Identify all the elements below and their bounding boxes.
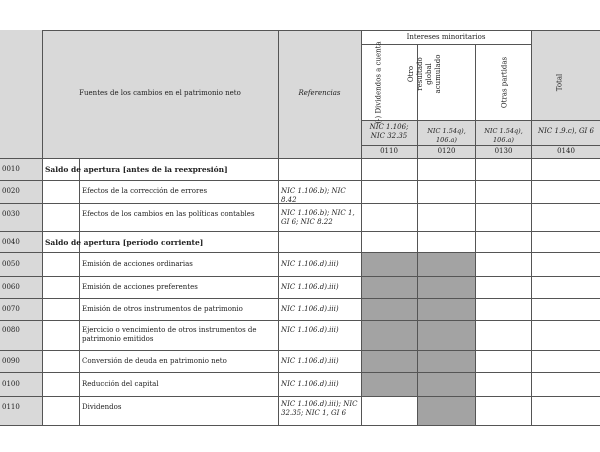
vline [417, 44, 418, 426]
row-label: Conversión de deuda en patrimonio neto [82, 357, 227, 365]
code-col-otro-resultado: 0120 [437, 147, 456, 155]
hline [0, 252, 600, 253]
row-ref: NIC 1.106.b); NIC 8.42 [281, 187, 346, 204]
ref-otro-resultado: NIC 1.54q), 106.a) [427, 127, 466, 144]
row-code: 0060 [2, 283, 20, 291]
row-label: Saldo de apertura [antes de la reexpresión] [45, 165, 228, 174]
row-code: 0040 [2, 238, 20, 246]
header-col-total: Total [555, 73, 564, 92]
shaded-cell-0110-0120 [418, 396, 475, 426]
row-label: Saldo de apertura [período corriente] [45, 238, 204, 247]
header-col-otro-resultado: Otro resultado global acumulado [407, 54, 442, 94]
hline [0, 350, 600, 351]
row-code: 0080 [2, 326, 20, 334]
row-code: 0010 [2, 165, 20, 173]
vline [531, 30, 532, 426]
hline [361, 44, 531, 45]
code-col-dividendos: 0110 [380, 147, 398, 155]
vline [361, 30, 362, 426]
row-label: Efectos de los cambios en las políticas contables [82, 210, 255, 218]
row-ref: NIC 1.106.d).iii) [281, 380, 339, 388]
row-ref: NIC 1.106.b); NIC 1, GI 6; NIC 8.22 [281, 209, 355, 226]
header-intereses: Intereses minoritarios [406, 33, 486, 41]
row-code: 0050 [2, 260, 20, 268]
shaded-cells-col-0110 [361, 252, 417, 396]
hline [361, 145, 600, 146]
row-code: 0100 [2, 380, 20, 388]
header-col-dividendos: (-) Dividendos a cuenta [374, 41, 383, 124]
hline [0, 396, 600, 397]
code-col-total: 0140 [557, 147, 575, 155]
header-referencias: Referencias [298, 89, 341, 97]
ref-otras-partidas: NIC 1.54q), 106.a) [484, 127, 523, 144]
header-fuentes: Fuentes de los cambios en el patrimonio neto [79, 89, 241, 97]
hline [0, 320, 600, 321]
row-code: 0070 [2, 305, 20, 313]
row-ref: NIC 1.106.d).iii) [281, 283, 339, 291]
row-label: Efectos de la corrección de errores [82, 187, 208, 195]
row-label: Ejercicio o vencimiento de otros instrumentos de patrimonio emitidos [82, 326, 257, 343]
hline [0, 372, 600, 373]
row-ref: NIC 1.106.d).iii) [281, 326, 339, 334]
row-label: Reducción del capital [82, 380, 159, 388]
code-col-otras-partidas: 0130 [494, 147, 513, 155]
row-ref: NIC 1.106.d).iii) [281, 260, 339, 268]
row-ref: NIC 1.106.d).iii) [281, 305, 339, 313]
row-ref: NIC 1.106.d).iii) [281, 357, 339, 365]
hline [361, 120, 600, 121]
vline [79, 158, 80, 426]
row-label: Emisión de otros instrumentos de patrimonio [82, 305, 243, 313]
row-label: Emisión de acciones ordinarias [82, 260, 193, 268]
hline [42, 30, 600, 31]
row-label: Emisión de acciones preferentes [82, 283, 198, 291]
row-label: Dividendos [82, 403, 122, 411]
hline [0, 298, 600, 299]
hline [0, 231, 600, 232]
ref-total: NIC 1.9.c), GI 6 [538, 127, 594, 135]
hline [0, 276, 600, 277]
row-code: 0020 [2, 187, 20, 195]
row-ref: NIC 1.106.d).iii); NIC 32.35; NIC 1, GI 6 [281, 400, 358, 417]
shaded-cells-col-0120 [418, 252, 475, 396]
row-code: 0090 [2, 357, 20, 365]
hline [0, 158, 600, 159]
hline [0, 180, 600, 181]
ref-dividendos: NIC 1.106; NIC 32.35 [369, 123, 409, 140]
row-code: 0030 [2, 210, 20, 218]
row-code: 0110 [2, 403, 20, 411]
hline [0, 425, 600, 426]
header-col-otras-partidas: Otras partidas [500, 56, 509, 109]
vline [475, 44, 476, 426]
